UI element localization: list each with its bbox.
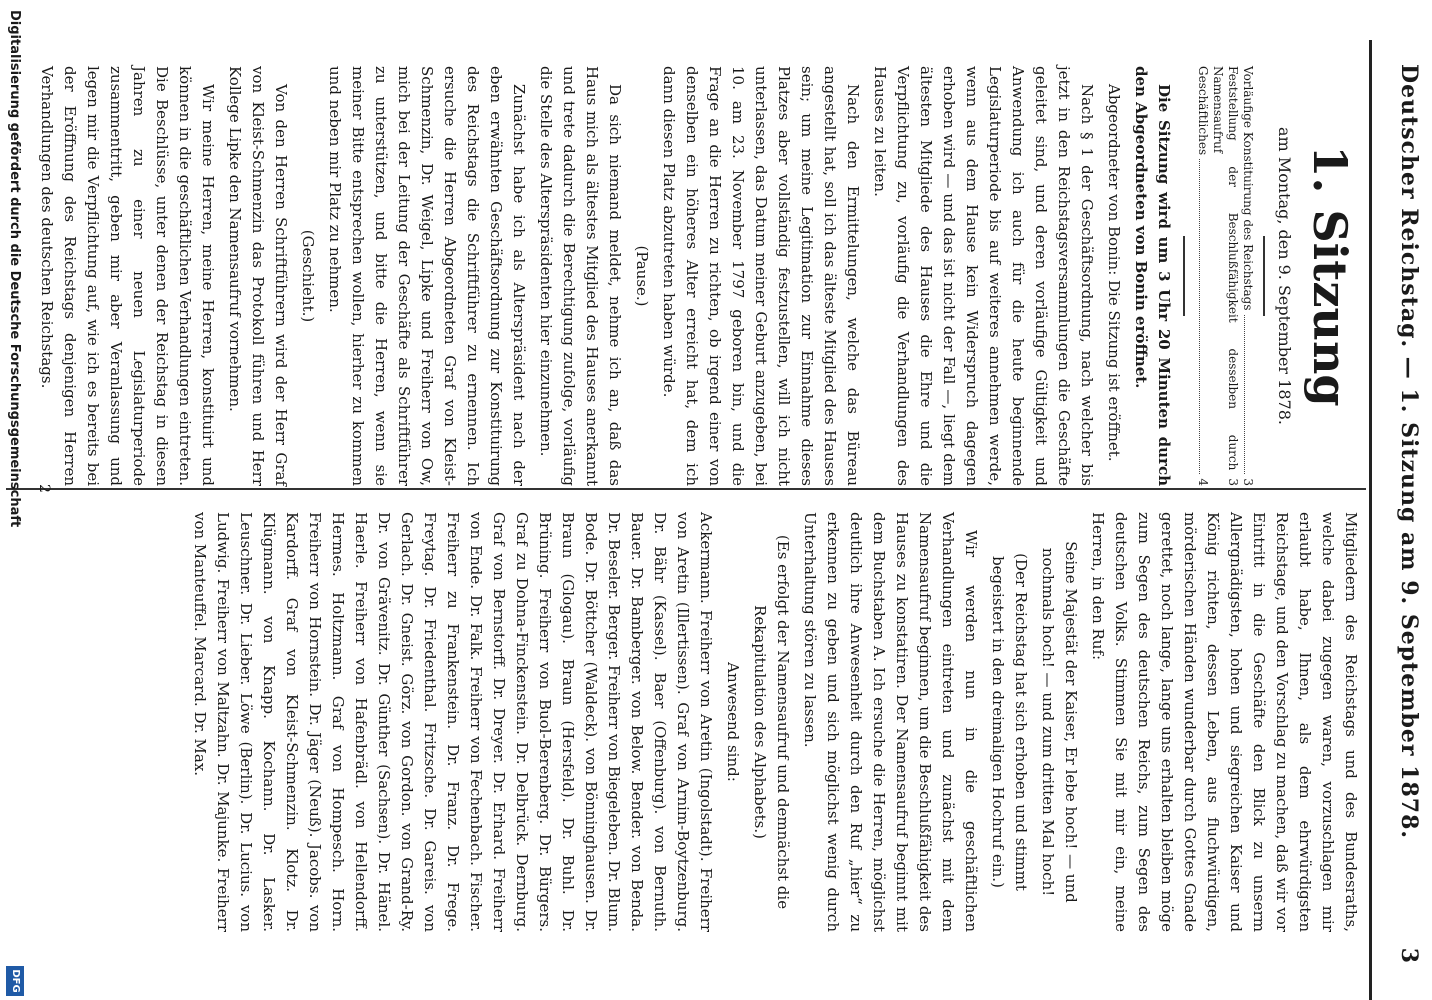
toc-entry-text: Feststellung der Beschlußfähigkeit desselben durch Namensaufruf xyxy=(1211,66,1240,471)
paragraph: Mitgliedern des Reichstags und des Bundesraths, welche dabei zugegen waren, vorzuschlagen mir erlaubt habe, Ihnen, als dem ehrwürdigsten Reichstage, und den Vorschlag zu machen, daß wir vor Eintritt in die Geschäfte den Blick zu unserm Allergnädigsten, hohen und siegreichen Kaiser und König richten, dessen Leben, aus fluchwürdigen, mörderischen Händen wunderbar durch Gottes Gnade gerettet, noch lange, lange uns erhalten bleiben möge zum Segen des deutschen Reichs, zum Segen des deutschen Volks. Stimmen Sie mit mir ein, meine Herren, in den Ruf: xyxy=(1089,512,1360,932)
session-date: am Montag, den 9. September 1878. xyxy=(1275,127,1294,425)
dfg-logo-icon: DFG xyxy=(6,966,24,996)
page-number: 3 xyxy=(1396,947,1422,964)
paragraph: Wir werden nun in die geschäftlichen Verhandlungen eintreten und zunächst mit dem Namensaufruf beginnen, um die Beschlußfähigkeit des Hauses zu konstatiren. Der Namensaufruf beginnt mit dem Buchstaben A. Ich ersuche die Herren, möglichst deutlich ihre Anwesenheit durch den Ruf „hier“ zu erkennen zu geben und sich möglichst wenig durch Unterhaltung stören zu lassen. xyxy=(801,512,980,932)
toc-entry-text: Vorläufige Konstituirung des Reichstags xyxy=(1241,66,1255,311)
session-title: 1. Sitzung xyxy=(1303,145,1357,407)
column-rule xyxy=(6,488,1366,490)
paragraph: Nach den Ermittelungen, welche das Büreau angestellt hat, soll ich das älteste Mitglied des Hauses sein; um meine Legitimation zur Einnahme dieses Platzes aber vollständig festzustellen, will ich nicht unterlassen, das Datum meiner Geburt anzugeben, bei 10. am 23. November 1797 geboren bin, und die Frage an die Herren zu richten, ob irgend einer von denselben ein höheres Alter erreicht hat, dem ich dann diesen Platz abzutreten haben würde. xyxy=(660,66,862,486)
toc-entry xyxy=(1210,66,1240,486)
paragraph: (Geschieht.) xyxy=(299,229,317,323)
digitization-footer xyxy=(2,0,24,1000)
toc-entry xyxy=(1240,66,1255,486)
paragraph: (Es erfolgt der Namensaufruf und demnächst die Rekapitulation des Alphabets.) xyxy=(751,534,792,910)
paragraph: Wir meine Herren, meine Herren, konstituirt und können in die geschäftlichen Verhandlungen eintreten. Die Beschlüsse, unter denen der Reichstag in diesen Jahren zu einer neuen Legislaturperiode zusammentritt, geben mir aber Veranlassung und legen mir die Verpflichtung auf, wie ich es bereits bei der Eröffnung des Reichstags denjenigen Herren Verhandlungen des deutschen Reichstags. xyxy=(38,66,217,486)
attendee-list: Ackermann. Freiherr von Aretin (Ingolstadt). Freiherr von Aretin (Illertissen). Graf von Arnim-Boytzenburg. Dr. Bähr (Kassel). Baer (Offenburg). von Bernuth. Bauer. Dr. Bamberger. von Below. Bender. von Benda. Dr. Beseler. Berger. Freiherr von Biegeleben. Dr. Blum. Bode. Dr. Böttcher (Waldeck). von Bönninghausen. Dr. Braun (Glogau). Braun (Hersfeld). Dr. Buhl. Dr. Brüning. Freiherr von Buol-Berenberg. Dr. Bürgers. Graf zu Dohna-Finckenstein. Dr. Delbrück. Dernburg. Graf von Bernstorff. Dr. Dreyer. Dr. Erhard. Freiherr von Ende. Dr. Falk. Freiherr von Fechenbach. Fischer. Freiherr zu Frankenstein. Dr. Franz. Dr. Frege. Freytag. Dr. Friedenthal. Fritzsche. Dr. Gareis. von Gerlach. Dr. Gneist. Görz. von Gordon. von Grand-Ry. Dr. von Grävenitz. Dr. Günther (Sachsen). Dr. Hänel. Haerle. Freiherr von Hafenbrädl. von Hellendorff. Hermes. Holtzmann. Graf von Hompesch. Horn. Freiherr von Hornstein. Dr. Jäger (Neuß). Jacobs. von Kardorff. Graf von Kleist-Schmenzin. Klotz. Dr. Klügmann. von Knapp. Kochann. Dr. Lasker. Leuschner. Dr. Lieber. Löwe (Berlin). Dr. Lucius. von Ludwig. Freiherr von Maltzahn. Dr. Majunke. Freiherr von Manteuffel. Marcard. Dr. Max. xyxy=(191,512,715,932)
right-column xyxy=(184,512,1362,932)
running-title: Deutscher Reichstag. — 1. Sitzung am 9. September 1878. xyxy=(1396,64,1422,840)
toc-entry-page: 3 xyxy=(1241,478,1255,486)
paragraph: Von den Herren Schriftführern wird der Herr Graf von Kleist-Schmenzin das Protokoll führen und Herr Kollege Lipke den Namensaufruf vornehmen. xyxy=(226,66,290,486)
toc-entry-text: Geschäftliches xyxy=(1196,66,1210,156)
page-mark: 2 xyxy=(36,484,52,493)
table-of-contents xyxy=(1195,66,1255,486)
paragraph: Abgeordneter von Bonin: Die Sitzung ist eröffnet. xyxy=(1105,84,1123,462)
divider xyxy=(1183,236,1185,316)
paragraph: Nach § 1 der Geschäftsordnung, nach welcher bis jetzt in den Reichstagsversammlungen die Geschäfte geleitet sind, und deren vorläufige Gültigkeit und Anwendung ich auch für die heute beginnende Legislaturperiode bis auf weiteres annehmen werde, wenn aus dem Hause kein Widerspruch dagegen erhoben wird — und das ist nicht der Fall —, liegt dem ältesten Mitgliede des Hauses die Ehre und die Verpflichtung zu, vorläufig die Verhandlungen des Hauses zu leiten. xyxy=(871,66,1096,486)
header-rule xyxy=(1369,40,1372,1000)
paragraph: Seine Majestät der Kaiser, Er lebe hoch! — und nochmals hoch! — und zum dritten Mal hoch! xyxy=(1039,541,1080,903)
paragraph: Zunächst habe ich als Alterspräsident nach der eben erwähnten Geschäftsordnung zur Konstituirung des Reichstags die Schriftführer zu ernennen. Ich ersuche die Herren Abgeordneten Graf von Kleist-Schmenzin, Dr. Weigel, Lipke und Freiherr von Ow, mich bei der Leitung der Geschäfte als Schriftführer zu unterstützen, und bitte die Herren, wenn sie meiner Bitte entsprechen wollen, hierher zu kommen und neben mir Platz zu nehmen. xyxy=(326,66,528,486)
paragraph: Da sich niemand meldet, nehme ich an, daß das Haus mich als ältestes Mitglied des Hauses anerkannt und trete dadurch die Berechtigung zufolge, vorläufig die Stelle des Alterspräsidenten hier einzunehmen. xyxy=(537,66,624,486)
divider xyxy=(1263,236,1265,316)
paragraph: Die Sitzung wird um 3 Uhr 20 Minuten durch den Abgeordneten von Bonin eröffnet. xyxy=(1132,66,1173,486)
funding-credit: Digitalisierung gefördert durch die Deutsche Forschungsgemeinschaft xyxy=(7,10,22,528)
toc-entry xyxy=(1195,66,1210,486)
toc-leader xyxy=(1199,159,1210,474)
left-column xyxy=(31,66,1362,486)
paragraph: (Pause.) xyxy=(633,245,651,307)
paragraph: Anwesend sind: xyxy=(724,662,742,782)
paragraph: (Der Reichstag hat sich erhoben und stimmt begeistert in den dreimaligen Hochruf ein.) xyxy=(989,553,1030,891)
toc-entry-page: 4 xyxy=(1196,478,1210,486)
toc-entry-page: 3 xyxy=(1226,478,1240,486)
toc-leader xyxy=(1244,315,1255,475)
running-header xyxy=(1374,64,1422,964)
